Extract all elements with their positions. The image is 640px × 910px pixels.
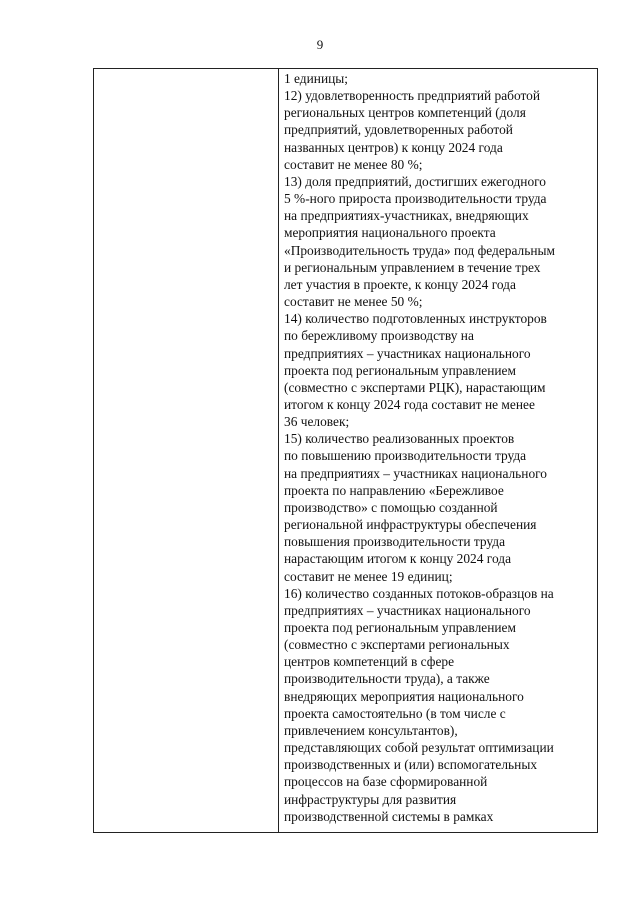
text-line: нарастающим итогом к концу 2024 года — [284, 551, 512, 567]
text-line: проекта под региональным управлением — [284, 620, 516, 635]
text-line: процессов на базе сформированной — [284, 774, 488, 790]
text-line: предприятий, удовлетворенных работой — [284, 122, 513, 138]
text-line: проекта самостоятельно (в том числе с — [284, 705, 506, 721]
document-table — [93, 68, 598, 833]
text-line: центров компетенций в сфере — [284, 654, 455, 670]
text-line: лет участия в проекте, к концу 2024 года — [284, 276, 516, 292]
text-line: 15) количество реализованных проектов — [284, 431, 515, 447]
text-line: (совместно с экспертами региональных — [284, 637, 510, 653]
text-line: по бережливому производству на — [284, 328, 474, 344]
text-line: «Производительность труда» под федеральным — [284, 242, 555, 258]
text-line: на предприятиях – участниках национального — [284, 465, 548, 481]
text-line: повышения производительности труда — [284, 534, 506, 550]
text-line: инфраструктуры для развития — [284, 791, 457, 807]
text-line: производство» с помощью созданной — [284, 499, 498, 515]
text-line: 12) удовлетворенность предприятий работой — [284, 88, 541, 104]
table-right-cell — [279, 69, 597, 832]
text-line: составит не менее 50 %; — [284, 294, 423, 310]
text-line: и региональным управлением в течение трех — [284, 259, 541, 275]
page-number: 9 — [316, 37, 324, 52]
text-line: итогом к концу 2024 года составит не менее — [284, 396, 535, 412]
text-line: названных центров) к концу 2024 года — [284, 139, 503, 155]
text-line: предприятиях – участниках национального — [284, 345, 531, 361]
text-line: по повышению производительности труда — [284, 448, 527, 464]
text-line: 13) доля предприятий, достигших ежегодного — [284, 173, 546, 189]
text-line: на предприятиях-участниках, внедряющих — [284, 208, 529, 224]
text-line: региональной инфраструктуры обеспечения — [284, 517, 537, 533]
text-line: мероприятия национального проекта — [284, 225, 496, 241]
text-line: производительности труда), а также — [284, 671, 490, 687]
text-line: 5 %-ного прироста производительности труда — [284, 191, 547, 207]
text-line: составит не менее 80 %; — [284, 156, 423, 172]
text-line: привлечением консультантов), — [284, 722, 458, 738]
text-line: представляющих собой результат оптимизации — [284, 740, 554, 756]
table-left-cell — [94, 69, 279, 832]
text-line: составит не менее 19 единиц; — [284, 568, 453, 584]
text-line: производственных и (или) вспомогательных — [284, 757, 538, 773]
text-line: 14) количество подготовленных инструкторов — [284, 311, 547, 327]
text-line: проекта под региональным управлением — [284, 362, 516, 378]
text-line: 1 единицы; — [284, 71, 349, 86]
text-line: производственной системы в рамках — [284, 808, 494, 824]
text-line: региональных центров компетенций (доля — [284, 105, 526, 121]
text-line: внедряющих мероприятия национального — [284, 688, 524, 704]
text-line: 16) количество созданных потоков-образцов на — [284, 585, 554, 601]
text-line: предприятиях – участниках национального — [284, 602, 531, 618]
text-line: проекта по направлению «Бережливое — [284, 482, 504, 498]
text-line: (совместно с экспертами РЦК), нарастающим — [284, 379, 546, 395]
text-line: 36 человек; — [284, 414, 350, 430]
